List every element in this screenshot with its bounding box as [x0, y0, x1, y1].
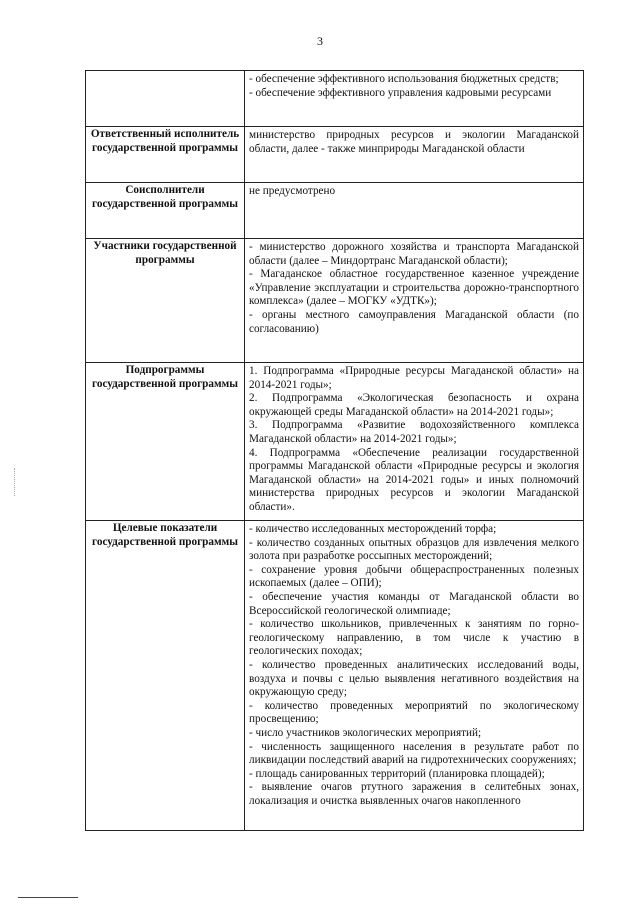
table-row — [86, 239, 584, 363]
list-item: - численность защищенного населения в результате работ по ликвидации последствий аварий на гидротехнических сооружениях; — [249, 740, 579, 767]
row-label: Подпрограммы государственной программы — [86, 363, 245, 521]
list-item: - сохранение уровня добычи общераспространенных полезных ископаемых (далее – ОПИ); — [249, 563, 579, 590]
list-item: - количество школьников, привлеченных к занятиям по горно-геологическому направлению, в том числе к участию в геологических походах; — [249, 618, 579, 658]
table-row — [86, 183, 584, 239]
table-row — [86, 521, 584, 831]
list-item: 3. Подпрограмма «Развитие водохозяйственного комплекса Магаданской области» на 2014-2021 годы»; — [249, 419, 579, 445]
row-value — [245, 127, 584, 183]
table-row — [86, 363, 584, 521]
list-item: - обеспечение эффективного управления кадровыми ресурсами — [249, 86, 552, 99]
list-item: министерство природных ресурсов и экологии Магаданской области, далее - также минприроды Магаданской области — [249, 129, 579, 155]
list-item: 2. Подпрограмма «Экологическая безопасность и охрана окружающей среды Магаданской области» на 2014-2021 годы»; — [249, 392, 579, 418]
table-row — [86, 127, 584, 183]
row-label: Ответственный исполнитель государственной программы — [86, 127, 245, 183]
list-item: - обеспечение эффективного использования бюджетных средств; — [249, 73, 559, 85]
scan-margin-mark — [14, 468, 16, 496]
row-value — [245, 71, 584, 127]
list-item: - Магаданское областное государственное казенное учреждение «Управление эксплуатации и строительства дорожно-транспортного комплекса» (далее – МОГКУ «УДТК»); — [249, 268, 579, 308]
page-number: 3 — [317, 34, 323, 48]
table-row — [86, 71, 584, 127]
list-item: - министерство дорожного хозяйства и транспорта Магаданской области (далее – Миндортранс Магаданской области); — [249, 241, 579, 267]
row-value — [245, 239, 584, 363]
list-item: - количество проведенных мероприятий по экологическому просвещению; — [249, 699, 579, 726]
row-label — [86, 71, 245, 127]
program-passport-table — [85, 70, 584, 831]
list-item: - площадь санированных территорий (планировка площадей); — [249, 767, 545, 780]
list-item: - количество проведенных аналитических исследований воды, воздуха и почвы с целью выявления негативного воздействия на окружающую среду; — [249, 658, 579, 699]
row-label: Целевые показатели государственной программы — [86, 521, 245, 831]
row-label: Соисполнители государственной программы — [86, 183, 245, 239]
list-item: - органы местного самоуправления Магаданской области (по согласованию) — [249, 308, 579, 335]
list-item: 1. Подпрограмма «Природные ресурсы Магаданской области» на 2014-2021 годы»; — [249, 365, 579, 391]
list-item: - количество созданных опытных образцов для извлечения мелкого золота при разработке россыпных месторождений; — [249, 536, 579, 563]
list-item: - выявление очагов ртутного заражения в селитебных зонах, локализация и очистка выявленных очагов накопленного — [249, 781, 579, 807]
footer-rule — [18, 897, 78, 898]
row-value — [245, 363, 584, 521]
row-value — [245, 521, 584, 831]
list-item: не предусмотрено — [249, 185, 336, 197]
list-item: - число участников экологических мероприятий; — [249, 726, 482, 739]
row-label: Участники государственной программы — [86, 239, 245, 363]
list-item: 4. Подпрограмма «Обеспечение реализации государственной программы Магаданской области «Природные ресурсы и экология Магаданской области» на 2014-2021 годы» и иных полномочий министерства природных ресурсов и экологии Магаданской области». — [249, 446, 579, 513]
list-item: - обеспечение участия команды от Магаданской области во Всероссийской геологической олимпиаде; — [249, 590, 579, 617]
row-value — [245, 183, 584, 239]
list-item: - количество исследованных месторождений торфа; — [249, 523, 497, 535]
